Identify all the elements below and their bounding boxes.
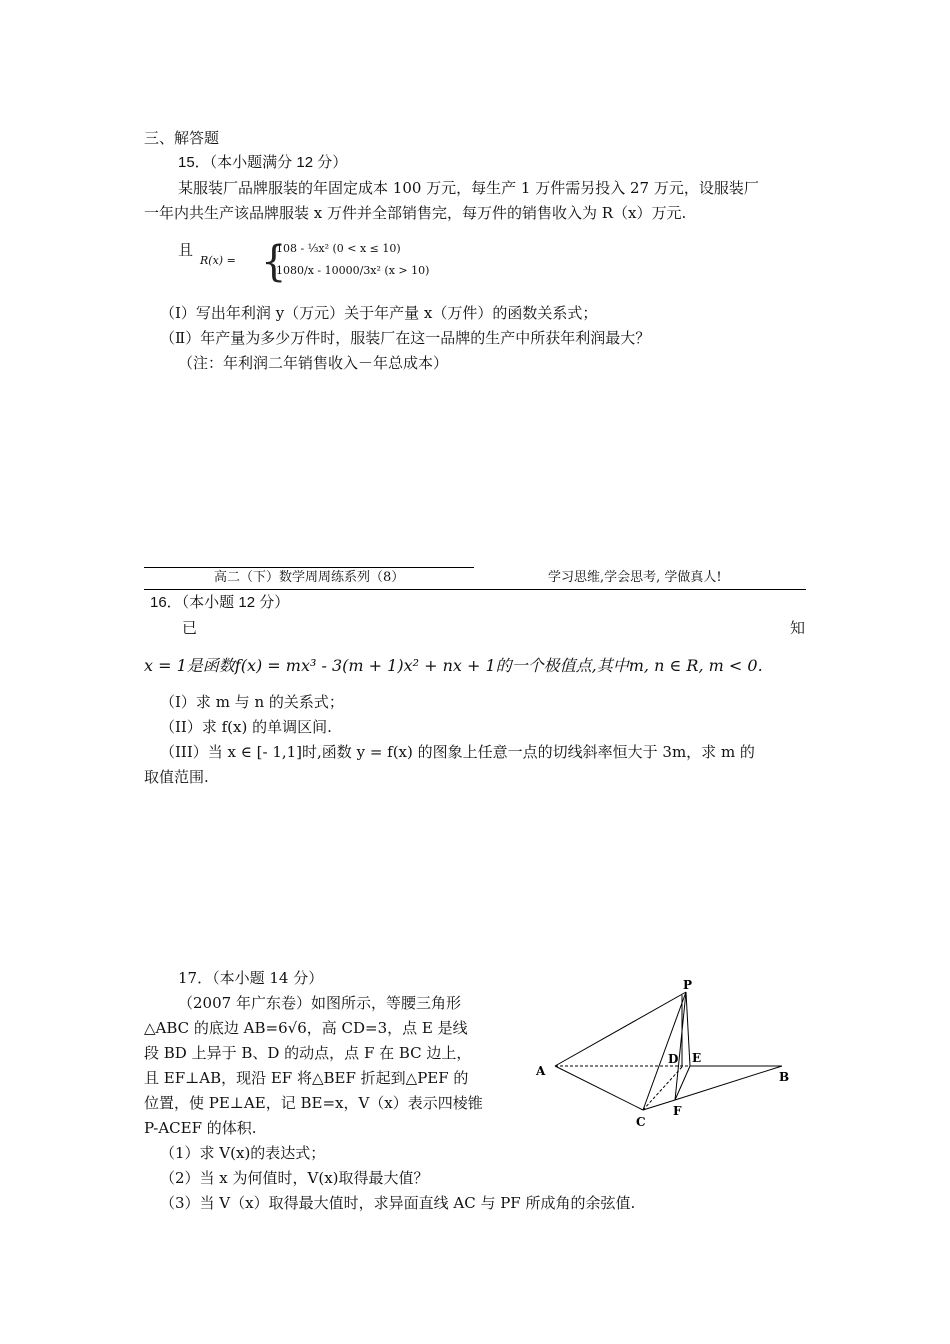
footer-left: 高二（下）数学周周练系列（8）	[214, 570, 405, 585]
edge-FE	[675, 1066, 690, 1100]
q17-header: 17．（本小题 14 分）	[178, 969, 324, 987]
label-F: F	[673, 1104, 682, 1118]
q17-line: P-ACEF 的体积.	[144, 1119, 257, 1137]
label-A: A	[536, 1064, 546, 1078]
q16-part1: （I）求 m 与 n 的关系式；	[160, 693, 344, 711]
case-2: 1080/x - 10000/3x² (x > 10)	[276, 264, 430, 277]
edge-AP	[555, 992, 686, 1066]
q17-line: 位置，使 PE⊥AE，记 BE=x，V（x）表示四棱锥	[144, 1094, 483, 1112]
q17-line: （2007 年广东卷）如图所示，等腰三角形	[178, 994, 461, 1012]
q15-line1: 某服装厂品牌服装的年固定成本 100 万元，每生产 1 万件需另投入 27 万元，设服装厂	[178, 179, 759, 197]
q16-header: 16．（本小题 12 分）	[150, 594, 290, 611]
label-P: P	[683, 978, 693, 992]
q17-part1: （1）求 V(x)的表达式；	[160, 1144, 326, 1162]
piecewise-function	[196, 238, 486, 286]
edge-FB	[675, 1066, 782, 1100]
q15-part2: （Ⅱ）年产量为多少万件时，服装厂在这一品牌的生产中所获年利润最大？	[160, 329, 651, 347]
footer-rule-bottom	[144, 589, 806, 590]
edge-AC	[555, 1066, 643, 1110]
q16-statement: x = 1是函数f(x) = mx³ - 3(m + 1)x² + nx + 1的一个极值点,其中m, n ∈ R, m < 0.	[144, 656, 763, 675]
q16-part3: （III）当 x ∈ [- 1,1]时,函数 y = f(x) 的图象上任意一点的切线斜率恒大于 3m，求 m 的	[160, 743, 755, 761]
brace-symbol: {	[261, 237, 287, 287]
label-C: C	[636, 1115, 646, 1129]
label-B: B	[779, 1070, 790, 1084]
q15-note: （注：年利润二年销售收入－年总成本）	[178, 354, 449, 372]
case-1: 108 - ⅓x² (0 < x ≤ 10)	[276, 242, 401, 255]
q15-line2: 一年内共生产该品牌服装 x 万件并全部销售完，每万件的销售收入为 R（x）万元.	[144, 204, 687, 222]
section-title: 三、解答题	[144, 129, 220, 147]
label-E: E	[692, 1051, 702, 1065]
q16-part2: （II）求 f(x) 的单调区间.	[160, 718, 332, 736]
q17-line: 且 EF⊥AB，现沿 EF 将△BEF 折起到△PEF 的	[144, 1069, 469, 1087]
q17-part3: （3）当 V（x）取得最大值时，求异面直线 AC 与 PF 所成角的余弦值.	[160, 1194, 636, 1212]
footer-rule-top	[144, 567, 474, 568]
q16-yi: 已	[182, 619, 198, 637]
q17-part2: （2）当 x 为何值时，V(x)取得最大值？	[160, 1169, 429, 1187]
q16-zhi: 知	[790, 619, 806, 637]
q17-line: △ABC 的底边 AB=6√6，高 CD=3，点 E 是线	[144, 1019, 468, 1037]
label-D: D	[668, 1052, 679, 1066]
footer-right: 学习思维,学会思考, 学做真人!	[548, 570, 722, 585]
edge-PE	[686, 992, 690, 1066]
q16-part3-cont: 取值范围.	[144, 768, 209, 786]
func-name: R(x) =	[200, 254, 236, 267]
q15-part1: （Ⅰ）写出年利润 y（万元）关于年产量 x（万件）的函数关系式；	[160, 304, 598, 322]
pyramid-figure	[530, 975, 800, 1135]
q15-header: 15．（本小题满分 12 分）	[178, 154, 348, 171]
q15-and: 且	[178, 241, 194, 259]
q17-line: 段 BD 上异于 B、D 的动点，点 F 在 BC 边上，	[144, 1044, 472, 1062]
